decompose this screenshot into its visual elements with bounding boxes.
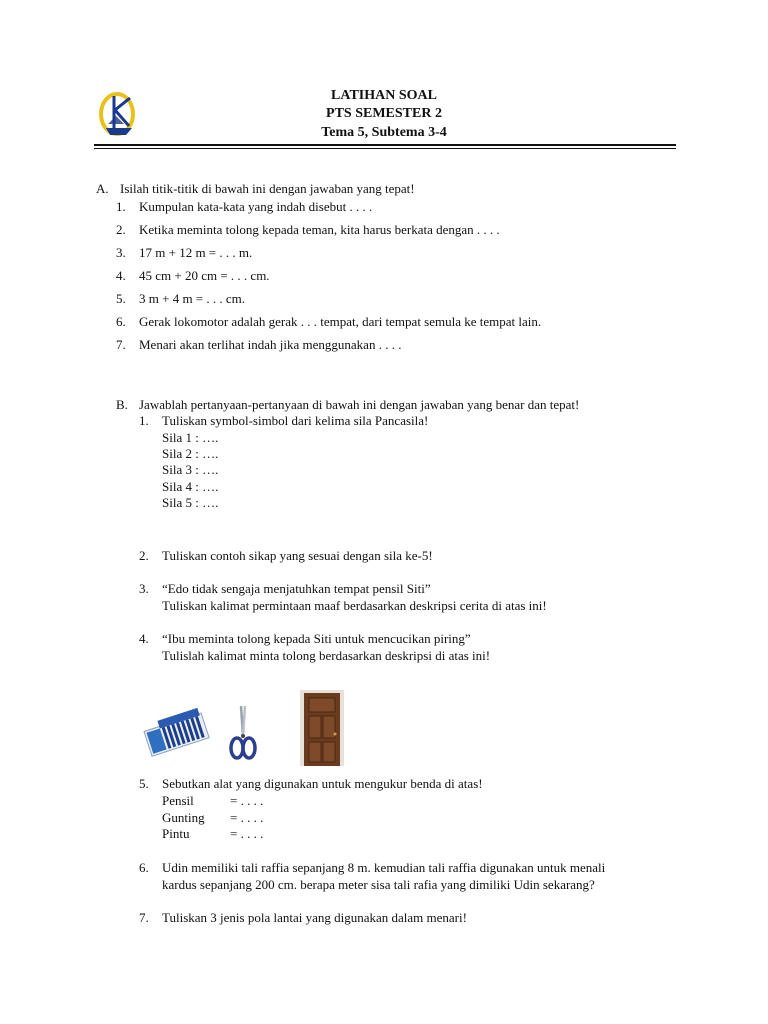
b7-num: 7.	[139, 910, 149, 925]
door-image	[300, 690, 344, 766]
header-title: LATIHAN SOAL	[331, 88, 437, 103]
a6-text: Gerak lokomotor adalah gerak . . . tempat, dari tempat semula ke tempat lain.	[139, 314, 542, 329]
a3-num: 3.	[116, 245, 126, 260]
header-theme: Tema 5, Subtema 3-4	[321, 125, 447, 140]
b5-text: Sebutkan alat yang digunakan untuk mengukur benda di atas!	[162, 776, 483, 791]
pencils-image	[140, 704, 210, 762]
a2-text: Ketika meminta tolong kepada teman, kita harus berkata dengan . . . .	[139, 222, 500, 237]
b5-row-gunting-value: = . . . .	[230, 810, 264, 825]
a4-text: 45 cm + 20 cm = . . . cm.	[139, 268, 270, 283]
b6-line2: kardus sepanjang 200 cm. berapa meter sisa tali rafia yang dimiliki Udin sekarang?	[162, 877, 595, 892]
a1-num: 1.	[116, 199, 126, 214]
a3-text: 17 m + 12 m = . . . m.	[139, 245, 253, 260]
b1-text: Tuliskan symbol-simbol dari kelima sila Pancasila!	[162, 413, 429, 428]
b1-sila-4: Sila 4 : ….	[162, 479, 219, 494]
b3-num: 3.	[139, 581, 149, 596]
b5-row-pintu-label: Pintu	[162, 826, 190, 841]
b5-num: 5.	[139, 776, 149, 791]
b5-row-pensil-value: = . . . .	[230, 793, 264, 808]
header-subtitle: PTS SEMESTER 2	[326, 106, 442, 121]
b7-text: Tuliskan 3 jenis pola lantai yang digunakan dalam menari!	[162, 910, 467, 925]
b1-sila-5: Sila 5 : ….	[162, 495, 219, 510]
b1-sila-1: Sila 1 : ….	[162, 430, 219, 445]
a6-num: 6.	[116, 314, 126, 329]
b6-line1: Udin memiliki tali raffia sepanjang 8 m. kemudian tali raffia digunakan untuk menali	[162, 860, 606, 875]
b4-line2: Tulislah kalimat minta tolong berdasarkan deskripsi di atas ini!	[162, 648, 491, 663]
b5-row-gunting-label: Gunting	[162, 810, 205, 825]
a4-num: 4.	[116, 268, 126, 283]
scissors-image	[228, 704, 258, 762]
b1-num: 1.	[139, 413, 149, 428]
b3-line2: Tuliskan kalimat permintaan maaf berdasarkan deskripsi cerita di atas ini!	[162, 598, 547, 613]
b6-num: 6.	[139, 860, 149, 875]
b5-row-pensil-label: Pensil	[162, 793, 194, 808]
a7-text: Menari akan terlihat indah jika menggunakan . . . .	[139, 337, 402, 352]
a7-num: 7.	[116, 337, 126, 352]
b1-sila-2: Sila 2 : ….	[162, 446, 219, 461]
section-a-instruction: Isilah titik-titik di bawah ini dengan jawaban yang tepat!	[120, 181, 415, 196]
a1-text: Kumpulan kata-kata yang indah disebut . . . .	[139, 199, 373, 214]
section-b-instruction: Jawablah pertanyaan-pertanyaan di bawah ini dengan jawaban yang benar dan tepat!	[139, 397, 580, 412]
b2-num: 2.	[139, 548, 149, 563]
b4-num: 4.	[139, 631, 149, 646]
header-rule-thin	[94, 148, 676, 149]
section-a-letter: A.	[96, 181, 109, 196]
header-rule-thick	[94, 144, 676, 146]
b4-line1: “Ibu meminta tolong kepada Siti untuk mencucikan piring”	[162, 631, 471, 646]
a5-num: 5.	[116, 291, 126, 306]
b3-line1: “Edo tidak sengaja menjatuhkan tempat pensil Siti”	[162, 581, 431, 596]
a2-num: 2.	[116, 222, 126, 237]
b5-row-pintu-value: = . . . .	[230, 826, 264, 841]
a5-text: 3 m + 4 m = . . . cm.	[139, 291, 246, 306]
b1-sila-3: Sila 3 : ….	[162, 462, 219, 477]
b2-text: Tuliskan contoh sikap yang sesuai dengan sila ke-5!	[162, 548, 433, 563]
section-b-letter: B.	[116, 397, 128, 412]
